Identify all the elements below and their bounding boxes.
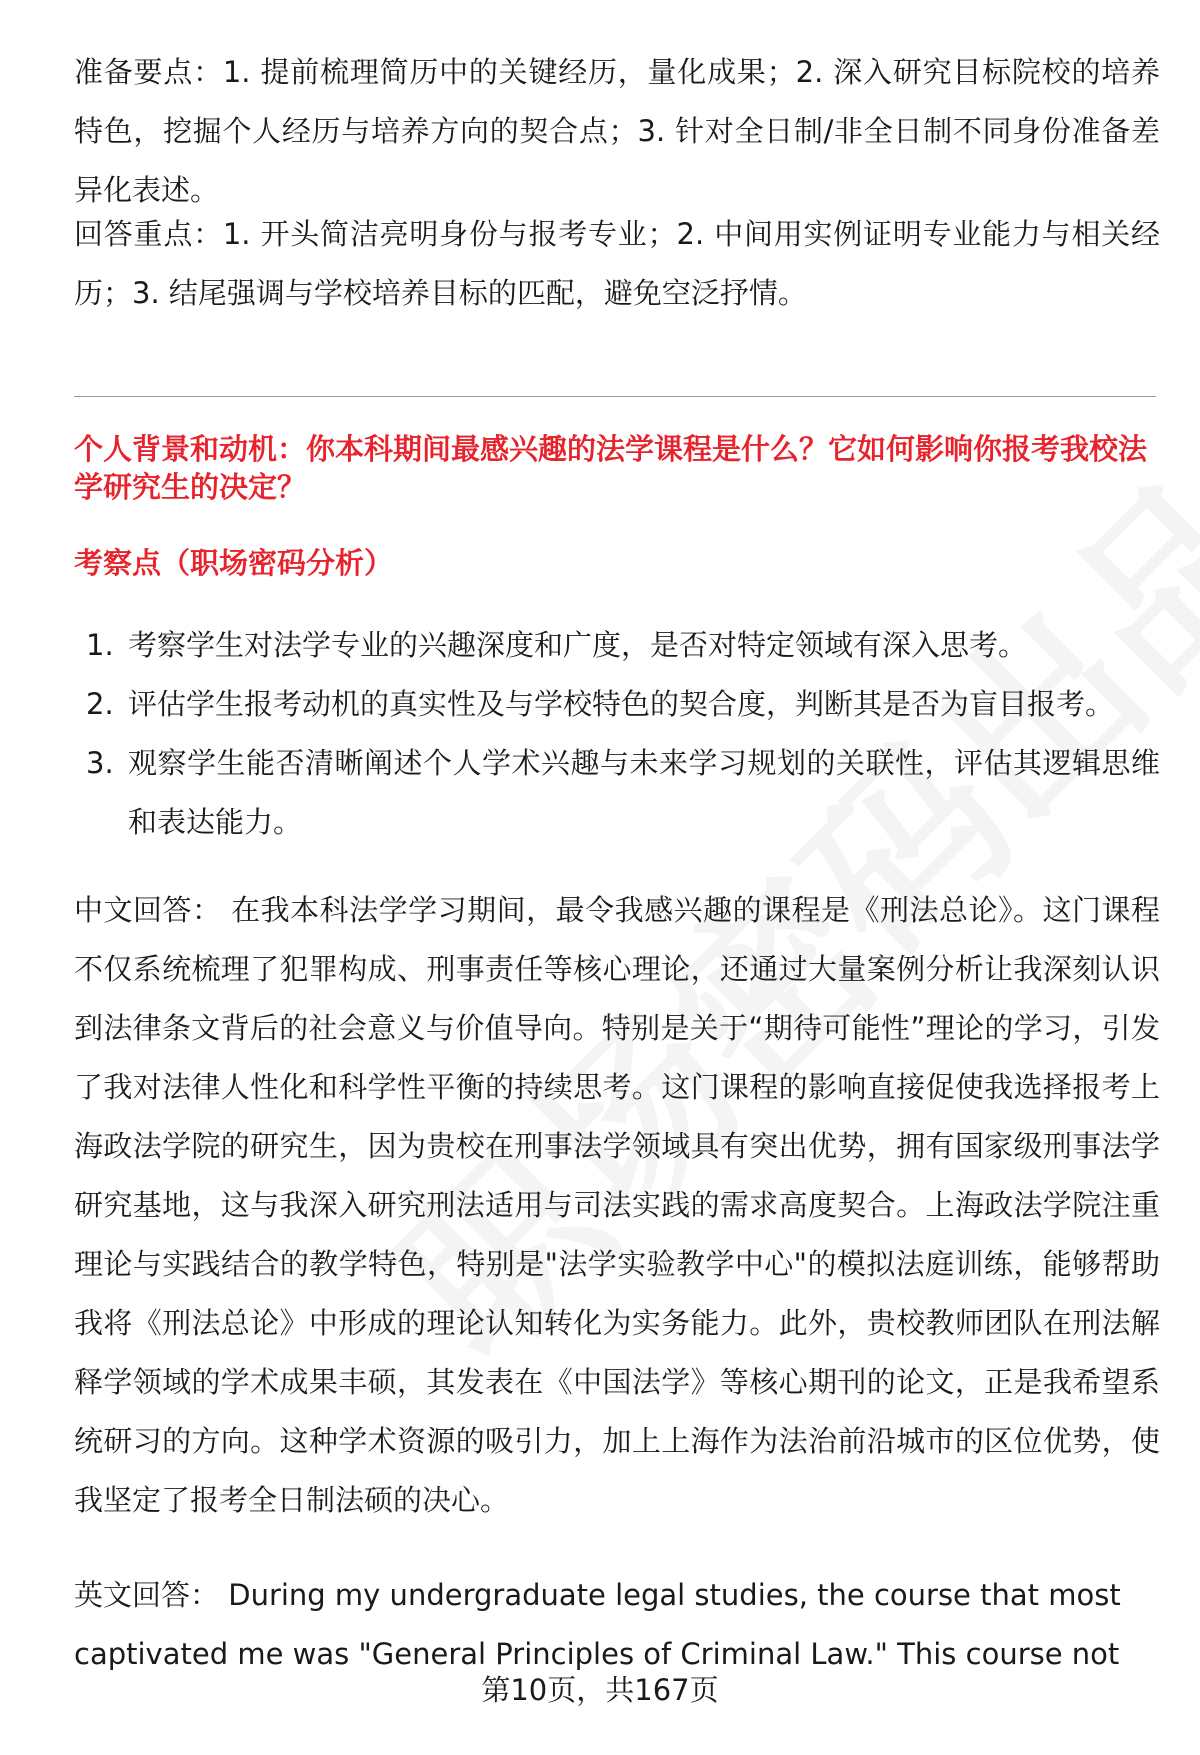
chinese-answer: 中文回答： 在我本科法学学习期间，最令我感兴趣的课程是《刑法总论》。这门课程不仅系统梳理了犯罪构成、刑事责任等核心理论，还通过大量案例分析让我深刻认识到法律条文背后的社会意义与价值导向。特别是关于“期待可能性”理论的学习，引发了我对法律人性化和科学性平衡的持续思考。这门课程的影响直接促使我选择报考上海政法学院的研究生，因为贵校在刑事法学领域具有突出优势，拥有国家级刑事法学研究基地，这与我深入研究刑法适用与司法实践的需求高度契合。上海政法学院注重理论与实践结合的教学特色，特别是"法学实验教学中心"的模拟法庭训练，能够帮助我将《刑法总论》中形成的理论认知转化为实务能力。此外，贵校教师团队在刑法解释学领域的学术成果丰硕，其发表在《中国法学》等核心期刊的论文，正是我希望系统研习的方向。这种学术资源的吸引力，加上上海作为法治前沿城市的区位优势，使我坚定了报考全日制法硕的决心。 — [74, 893, 1160, 1517]
list-item — [74, 616, 1160, 675]
list-item-number: 3. — [86, 746, 114, 780]
english-answer-label: 英文回答： — [74, 1578, 220, 1612]
section-divider — [74, 396, 1156, 397]
list-item-number: 1. — [86, 628, 114, 662]
question-title: 个人背景和动机：你本科期间最感兴趣的法学课程是什么？它如何影响你报考我校法学研究生的决定？ — [74, 432, 1148, 504]
list-item-text: 评估学生报考动机的真实性及与学校特色的契合度，判断其是否为盲目报考。 — [128, 687, 1115, 721]
english-answer-text-1: During my undergraduate legal studies, the course that most — [228, 1578, 1121, 1612]
exam-points-list — [74, 616, 1160, 852]
exam-points-heading: 考察点（职场密码分析） — [74, 546, 394, 580]
english-answer — [74, 1566, 1160, 1684]
english-answer-line-1 — [74, 1566, 1160, 1625]
list-item-text: 考察学生对法学专业的兴趣深度和广度，是否对特定领域有深入思考。 — [128, 628, 1028, 662]
page-number-footer: 第10页，共167页 — [481, 1673, 719, 1707]
preparation-points: 准备要点：1. 提前梳理简历中的关键经历，量化成果；2. 深入研究目标院校的培养特色，挖掘个人经历与培养方向的契合点；3. 针对全日制/非全日制不同身份准备差异化表述。 — [74, 55, 1160, 207]
list-item-number: 2. — [86, 687, 114, 721]
list-item — [74, 734, 1160, 852]
list-item — [74, 675, 1160, 734]
list-item-text: 观察学生能否清晰阐述个人学术兴趣与未来学习规划的关联性，评估其逻辑思维和表达能力。 — [128, 746, 1160, 839]
english-answer-line-2: captivated me was "General Principles of Criminal Law." This course not — [74, 1637, 1120, 1671]
answer-focus-points: 回答重点：1. 开头简洁亮明身份与报考专业；2. 中间用实例证明专业能力与相关经历；3. 结尾强调与学校培养目标的匹配，避免空泛抒情。 — [74, 217, 1160, 310]
